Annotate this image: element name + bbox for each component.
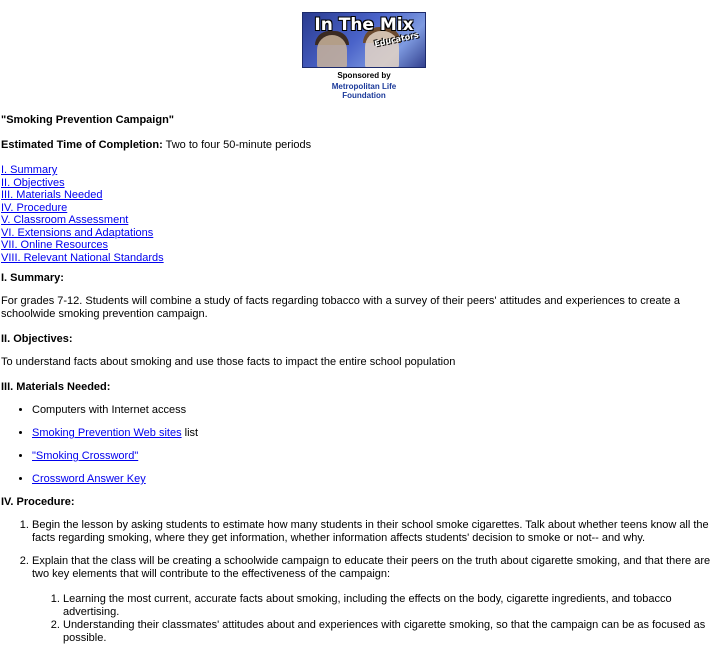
toc-link-procedure[interactable]: IV. Procedure bbox=[1, 201, 68, 214]
materials-item-computers: Computers with Internet access bbox=[32, 404, 187, 416]
logo-figure-left bbox=[317, 35, 347, 68]
procedure-step-2 bbox=[32, 555, 725, 645]
objectives-text: To understand facts about smoking and use those facts to impact the entire school population bbox=[1, 356, 456, 368]
logo-title: In The Mix bbox=[314, 15, 414, 35]
materials-heading: III. Materials Needed: bbox=[1, 381, 111, 393]
list-item bbox=[32, 450, 725, 463]
toc-link-extensions[interactable]: VI. Extensions and Adaptations bbox=[1, 226, 154, 239]
summary-heading: I. Summary: bbox=[1, 272, 64, 284]
list-item bbox=[32, 427, 725, 440]
procedure-steps bbox=[1, 519, 725, 645]
sponsor-logo[interactable] bbox=[302, 82, 426, 100]
in-the-mix-logo[interactable] bbox=[302, 12, 426, 68]
estimated-time-value: Two to four 50-minute periods bbox=[162, 139, 312, 151]
estimated-time-label: Estimated Time of Completion: bbox=[1, 139, 163, 151]
procedure-step-2-text: Explain that the class will be creating a schoolwide campaign to educate their peers on the truth about cigarette smoking, and that there are two key elements that will contribute to the effectiveness of the campaign: bbox=[32, 555, 711, 580]
lesson-content bbox=[1, 114, 725, 655]
toc-link-national-standards[interactable]: VIII. Relevant National Standards bbox=[1, 251, 164, 264]
smoking-crossword-link[interactable]: "Smoking Crossword" bbox=[32, 450, 139, 462]
procedure-step-1-text: Begin the lesson by asking students to estimate how many students in their school smoke cigarettes. Talk about whether teens know all the facts regarding smoking, where they get information, whether information affects students' decision to smoke or not-- and why. bbox=[32, 519, 709, 544]
estimated-time bbox=[1, 139, 725, 152]
objectives-heading: II. Objectives: bbox=[1, 333, 73, 345]
procedure-heading: IV. Procedure: bbox=[1, 496, 75, 508]
crossword-answer-key-link[interactable]: Crossword Answer Key bbox=[32, 473, 146, 485]
sponsored-by-label: Sponsored by bbox=[337, 71, 391, 80]
toc-link-materials[interactable]: III. Materials Needed bbox=[1, 189, 103, 201]
procedure-substep-1: 1. Learning the most current, accurate facts about smoking, including the effects on the body, cigarette ingredients, and tobacco advertising. bbox=[63, 593, 725, 619]
smoking-prevention-websites-link[interactable]: Smoking Prevention Web sites bbox=[32, 427, 182, 439]
list-item bbox=[32, 404, 725, 417]
table-of-contents bbox=[1, 164, 725, 264]
lesson-title: "Smoking Prevention Campaign" bbox=[1, 114, 175, 126]
procedure-substep-2: 2. Understanding their classmates' attitudes about and experiences with cigarette smoking, so that the campaign can be as focused as possible. bbox=[63, 619, 725, 645]
toc-link-summary[interactable]: I. Summary bbox=[1, 164, 58, 176]
toc-link-objectives[interactable]: II. Objectives bbox=[1, 176, 65, 189]
logo-subtitle: Educators bbox=[373, 30, 420, 49]
toc-link-online-resources[interactable]: VII. Online Resources bbox=[1, 239, 108, 251]
summary-text: For grades 7-12. Students will combine a study of facts regarding tobacco with a survey of their peers' attitudes and experiences to create a schoolwide smoking prevention campaign. bbox=[1, 295, 680, 320]
procedure-step-1 bbox=[32, 519, 725, 545]
sponsor-name-line1: Metropolitan Life bbox=[331, 82, 397, 91]
materials-item-list-suffix: list bbox=[181, 427, 199, 439]
sponsor-name-line2: Foundation bbox=[342, 91, 386, 100]
toc-link-assessment[interactable]: V. Classroom Assessment bbox=[1, 214, 129, 226]
procedure-substeps bbox=[32, 593, 725, 645]
list-item bbox=[32, 473, 725, 486]
page-header bbox=[302, 12, 426, 100]
materials-list bbox=[1, 404, 725, 486]
